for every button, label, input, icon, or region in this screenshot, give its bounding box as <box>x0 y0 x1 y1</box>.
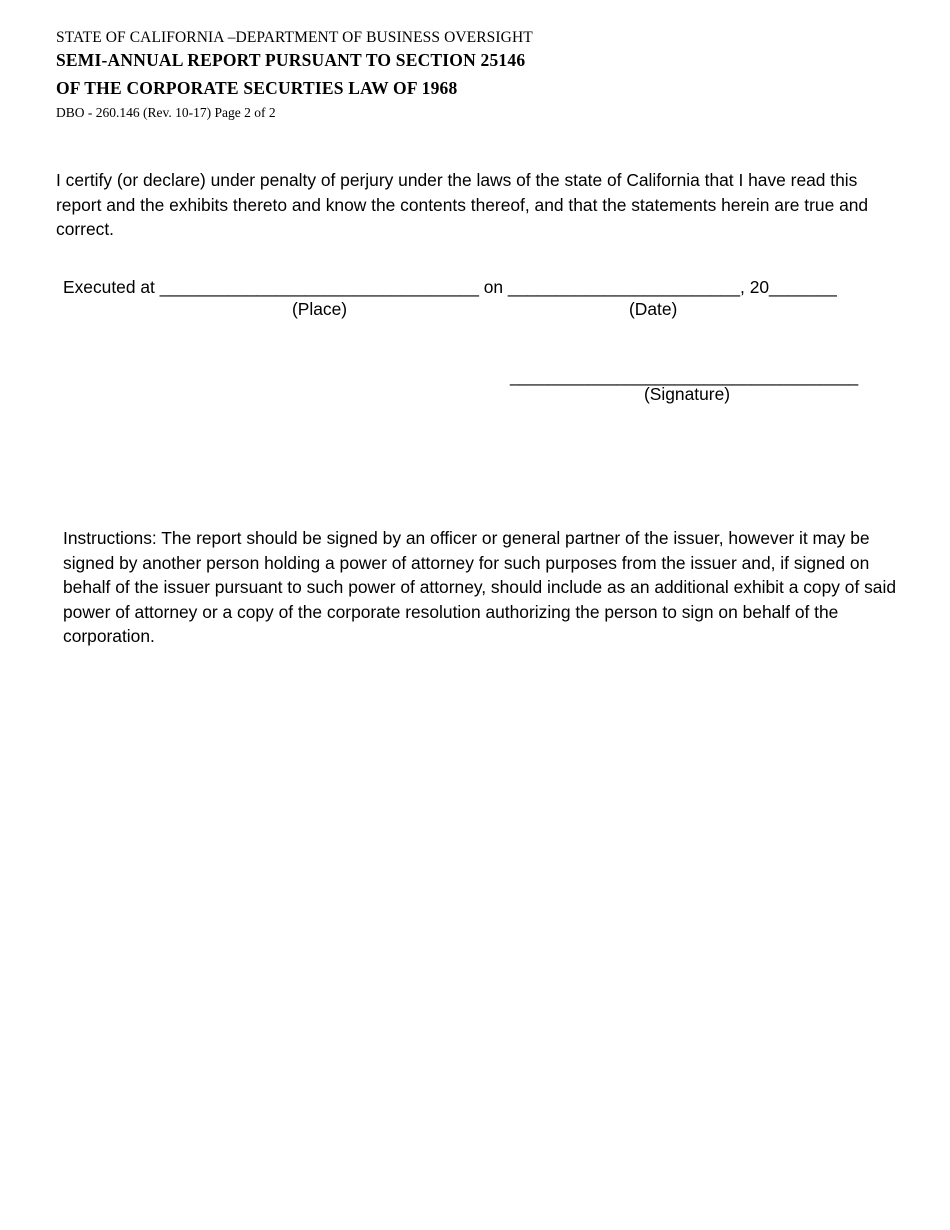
place-field[interactable]: _________________________________ <box>159 277 479 297</box>
signature-field[interactable]: ____________________________________ <box>510 366 859 386</box>
on-label: on <box>483 277 504 297</box>
executed-at-label: Executed at <box>63 277 155 297</box>
form-title-line1: SEMI-ANNUAL REPORT PURSUANT TO SECTION 25146 <box>56 50 526 70</box>
certification-statement: I certify (or declare) under penalty of perjury under the laws of the state of California that I have read this report and the exhibits thereto and know the contents thereof, and that the statements herein are true and correct. <box>56 170 869 239</box>
agency-header: STATE OF CALIFORNIA –DEPARTMENT OF BUSINESS OVERSIGHT <box>56 29 533 46</box>
form-title-line2: OF THE CORPORATE SECURTIES LAW OF 1968 <box>56 78 458 98</box>
execution-line <box>63 277 837 298</box>
instructions-text: Instructions: The report should be signed by an officer or general partner of the issuer, however it may be signed by another person holding a power of attorney for such purposes from the issuer and, if signed on behalf of the issuer pursuant to such power of attorney, should include as an additional exhibit a copy of said power of attorney or a copy of the corporate resolution authorizing the person to sign on behalf of the corporation. <box>63 528 897 646</box>
form-number: DBO - 260.146 (Rev. 10-17) Page 2 of 2 <box>56 105 276 120</box>
signature-caption: (Signature) <box>644 384 731 404</box>
place-caption: (Place) <box>292 299 348 319</box>
year-field[interactable]: _______ <box>769 277 837 297</box>
date-caption: (Date) <box>629 299 678 319</box>
date-field[interactable]: ________________________ <box>507 277 741 297</box>
year-label: , 20 <box>740 277 770 297</box>
